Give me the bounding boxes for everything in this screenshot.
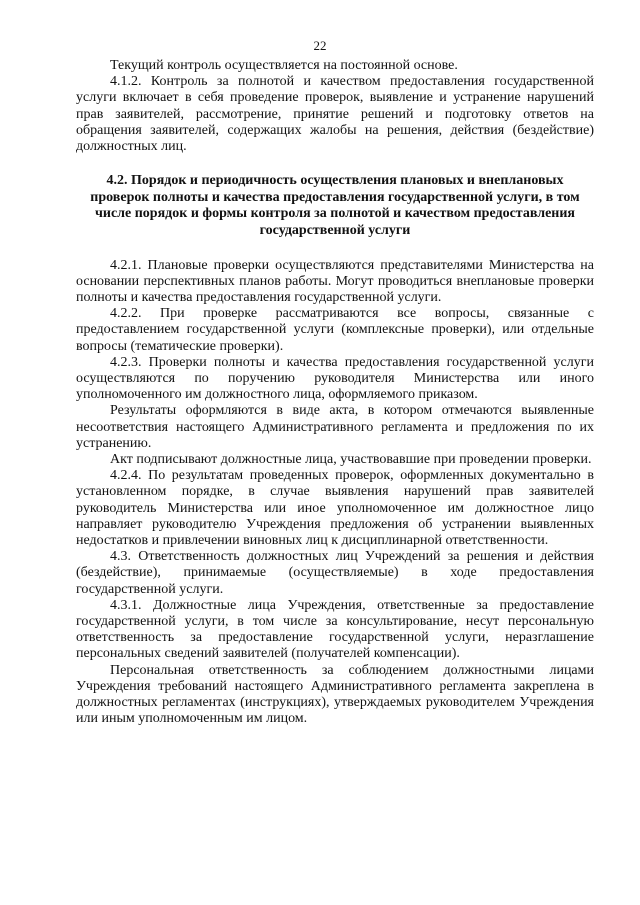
paragraph: 4.2.1. Плановые проверки осуществляются представителями Министерства на основании перспективных планов работы. Могут проводиться внеплановые проверки полноты и качества предоставления государственной услуги. bbox=[76, 257, 594, 305]
document-body bbox=[76, 58, 594, 727]
paragraph: 4.2.4. По результатам проведенных проверок, оформленных документально в установленном порядке, в случае выявления нарушений прав заявителей руководитель Министерства или иное уполномоченное им должностное лицо направляет руководителю Учреждения предложения об устранении выявленных недостатков и привлечении виновных лиц к дисциплинарной ответственности. bbox=[76, 468, 594, 549]
section-heading: 4.2. Порядок и периодичность осуществления плановых и внеплановых проверок полноты и качества предоставления государственной услуги, в том числе порядок и формы контроля за полнотой и качеством предоставления государственной услуги bbox=[90, 173, 580, 238]
paragraph: Результаты оформляются в виде акта, в котором отмечаются выявленные несоответствия настоящего Административного регламента и предложения по их устранению. bbox=[76, 403, 594, 451]
paragraph: 4.2.3. Проверки полноты и качества предоставления государственной услуги осуществляются по поручению руководителя Министерства или иного уполномоченного им должностного лица, оформляемого приказом. bbox=[76, 354, 594, 403]
paragraph: 4.2.2. При проверке рассматриваются все вопросы, связанные с предоставлением государственной услуги (комплексные проверки), или отдельные вопросы (тематические проверки). bbox=[76, 306, 594, 354]
paragraph: 4.3.1. Должностные лица Учреждения, ответственные за предоставление государственной услуги, в том числе за консультирование, несут персональную ответственность за предоставление государственной услуги, неразглашение персональных сведений заявителей (получателей компенсации). bbox=[76, 597, 594, 662]
paragraph: Персональная ответственность за соблюдением должностными лицами Учреждения требований настоящего Административного регламента закреплена в должностных регламентах (инструкциях), утверждаемых руководителем Учреждения или иным уполномоченным им лицом. bbox=[76, 662, 594, 727]
paragraph: Акт подписывают должностные лица, участвовавшие при проведении проверки. bbox=[110, 452, 592, 468]
paragraph: Текущий контроль осуществляется на постоянной основе. bbox=[110, 58, 458, 73]
paragraph: 4.3. Ответственность должностных лиц Учреждений за решения и действия (бездействие), принимаемые (осуществляемые) в ходе предоставления государственной услуги. bbox=[76, 549, 594, 597]
page-number: 22 bbox=[313, 38, 327, 53]
paragraph: 4.1.2. Контроль за полнотой и качеством предоставления государственной услуги включает в себя проведение проверок, выявление и устранение нарушений прав заявителей, рассмотрение, принятие решений и подготовку ответов на обращения заявителей, содержащих жалобы на решения, действия (бездействие) должностных лиц. bbox=[76, 74, 594, 155]
